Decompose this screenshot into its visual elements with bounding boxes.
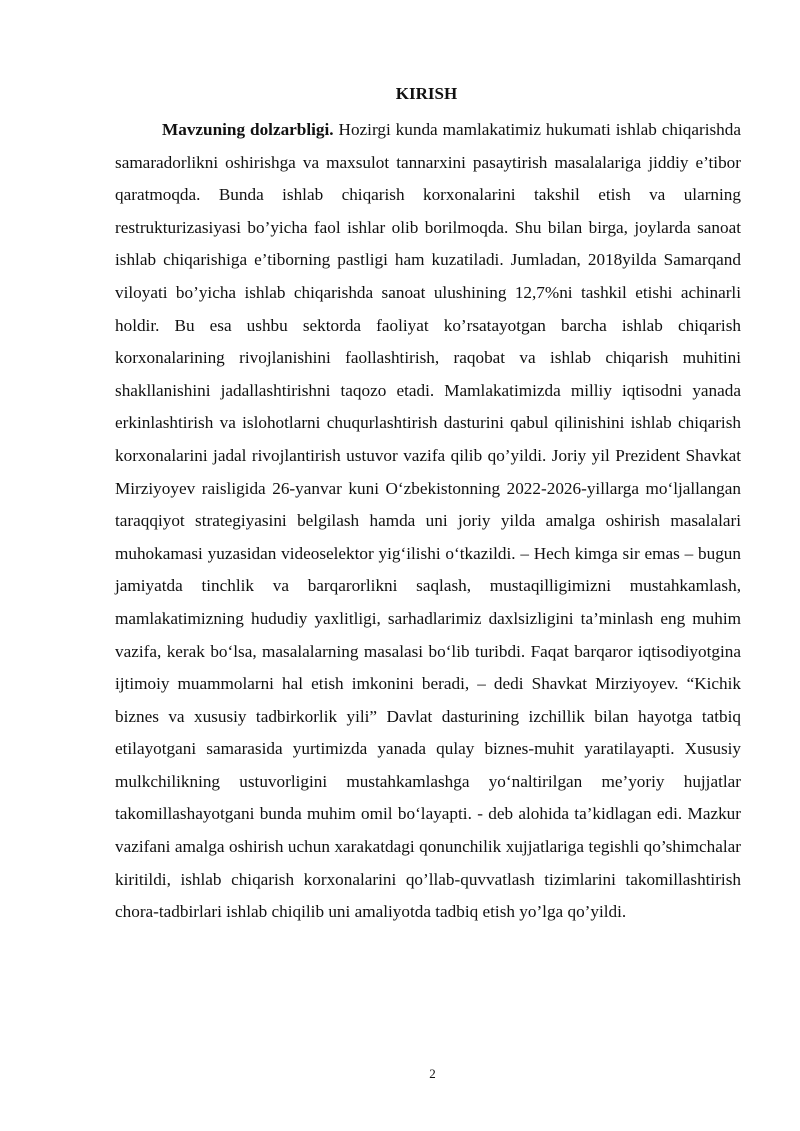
body-paragraph <box>115 114 741 929</box>
paragraph-lead: Mavzuning dolzarbligi. <box>162 120 334 139</box>
paragraph-text: Hozirgi kunda mamlakatimiz hukumati ishlab chiqarishda samaradorlikni oshirishga va maxsulot tannarxini pasaytirish masalalariga jiddiy e’tibor qaratmoqda. Bunda ishlab chiqarish korxonalarini takshil etish va ularning restrukturizasiyasi bo’yicha faol ishlar olib borilmoqda. Shu bilan birga, joylarda sanoat ishlab chiqarishiga e’tiborning pastligi ham kuzatiladi. Jumladan, 2018yilda Samarqand viloyati bo’yicha ishlab chiqarishda sanoat ulushining 12,7%ni tashkil etishi achinarli holdir. Bu esa ushbu sektorda faoliyat ko’rsatayotgan barcha ishlab chiqarish korxonalarining rivojlanishini faollashtirish, raqobat va ishlab chiqarish muhitini shakllanishini jadallashtirishni taqozo etadi. Mamlakatimizda milliy iqtisodni yanada erkinlashtirish va islohotlarni chuqurlashtirish dasturini qabul qilinishini ishlab chiqarish korxonalarini jadal rivojlantirish ustuvor vazifa qilib qo’yildi. Joriy yil Prezident Shavkat Mirziyoyev raisligida 26-yanvar kuni O‘zbekistonning 2022-2026-yillarga mo‘ljallangan taraqqiyot strategiyasini belgilash hamda uni joriy yilda amalga oshirish masalalari muhokamasi yuzasidan videoselektor yig‘ilishi o‘tkazildi. – Hech kimga sir emas – bugun jamiyatda tinchlik va barqarorlikni saqlash, mustaqilligimizni mustahkamlash, mamlakatimizning hududiy yaxlitligi, sarhadlarimiz daxlsizligini ta’minlash eng muhim vazifa, kerak bo‘lsa, masalalarning masalasi bo‘lib turibdi. Faqat barqaror iqtisodiyotgina ijtimoiy muammolarni hal etish imkonini beradi, – dedi Shavkat Mirziyoyev. “Kichik biznes va xususiy tadbirkorlik yili” Davlat dasturining izchillik bilan hayotga tatbiq etilayotgani samarasida yurtimizda yanada qulay biznes-muhit yaratilayapti. Xususiy mulkchilikning ustuvorligini mustahkamlashga yo‘naltirilgan me’yoriy hujjatlar takomillashayotgani bunda muhim omil bo‘layapti. - deb alohida ta’kidlagan edi. Mazkur vazifani amalga oshirish uchun xarakatdagi qonunchilik xujjatlariga tegishli qo’shimchalar kiritildi, ishlab chiqarish korxonalarini qo’llab-quvvatlash tizimlarini takomillashtirish chora-tadbirlari ishlab chiqilib uni amaliyotda tadbiq etish yo’lga qo’yildi. <box>115 120 741 922</box>
page-number: 2 <box>429 1066 436 1081</box>
section-heading: KIRISH <box>395 84 458 103</box>
